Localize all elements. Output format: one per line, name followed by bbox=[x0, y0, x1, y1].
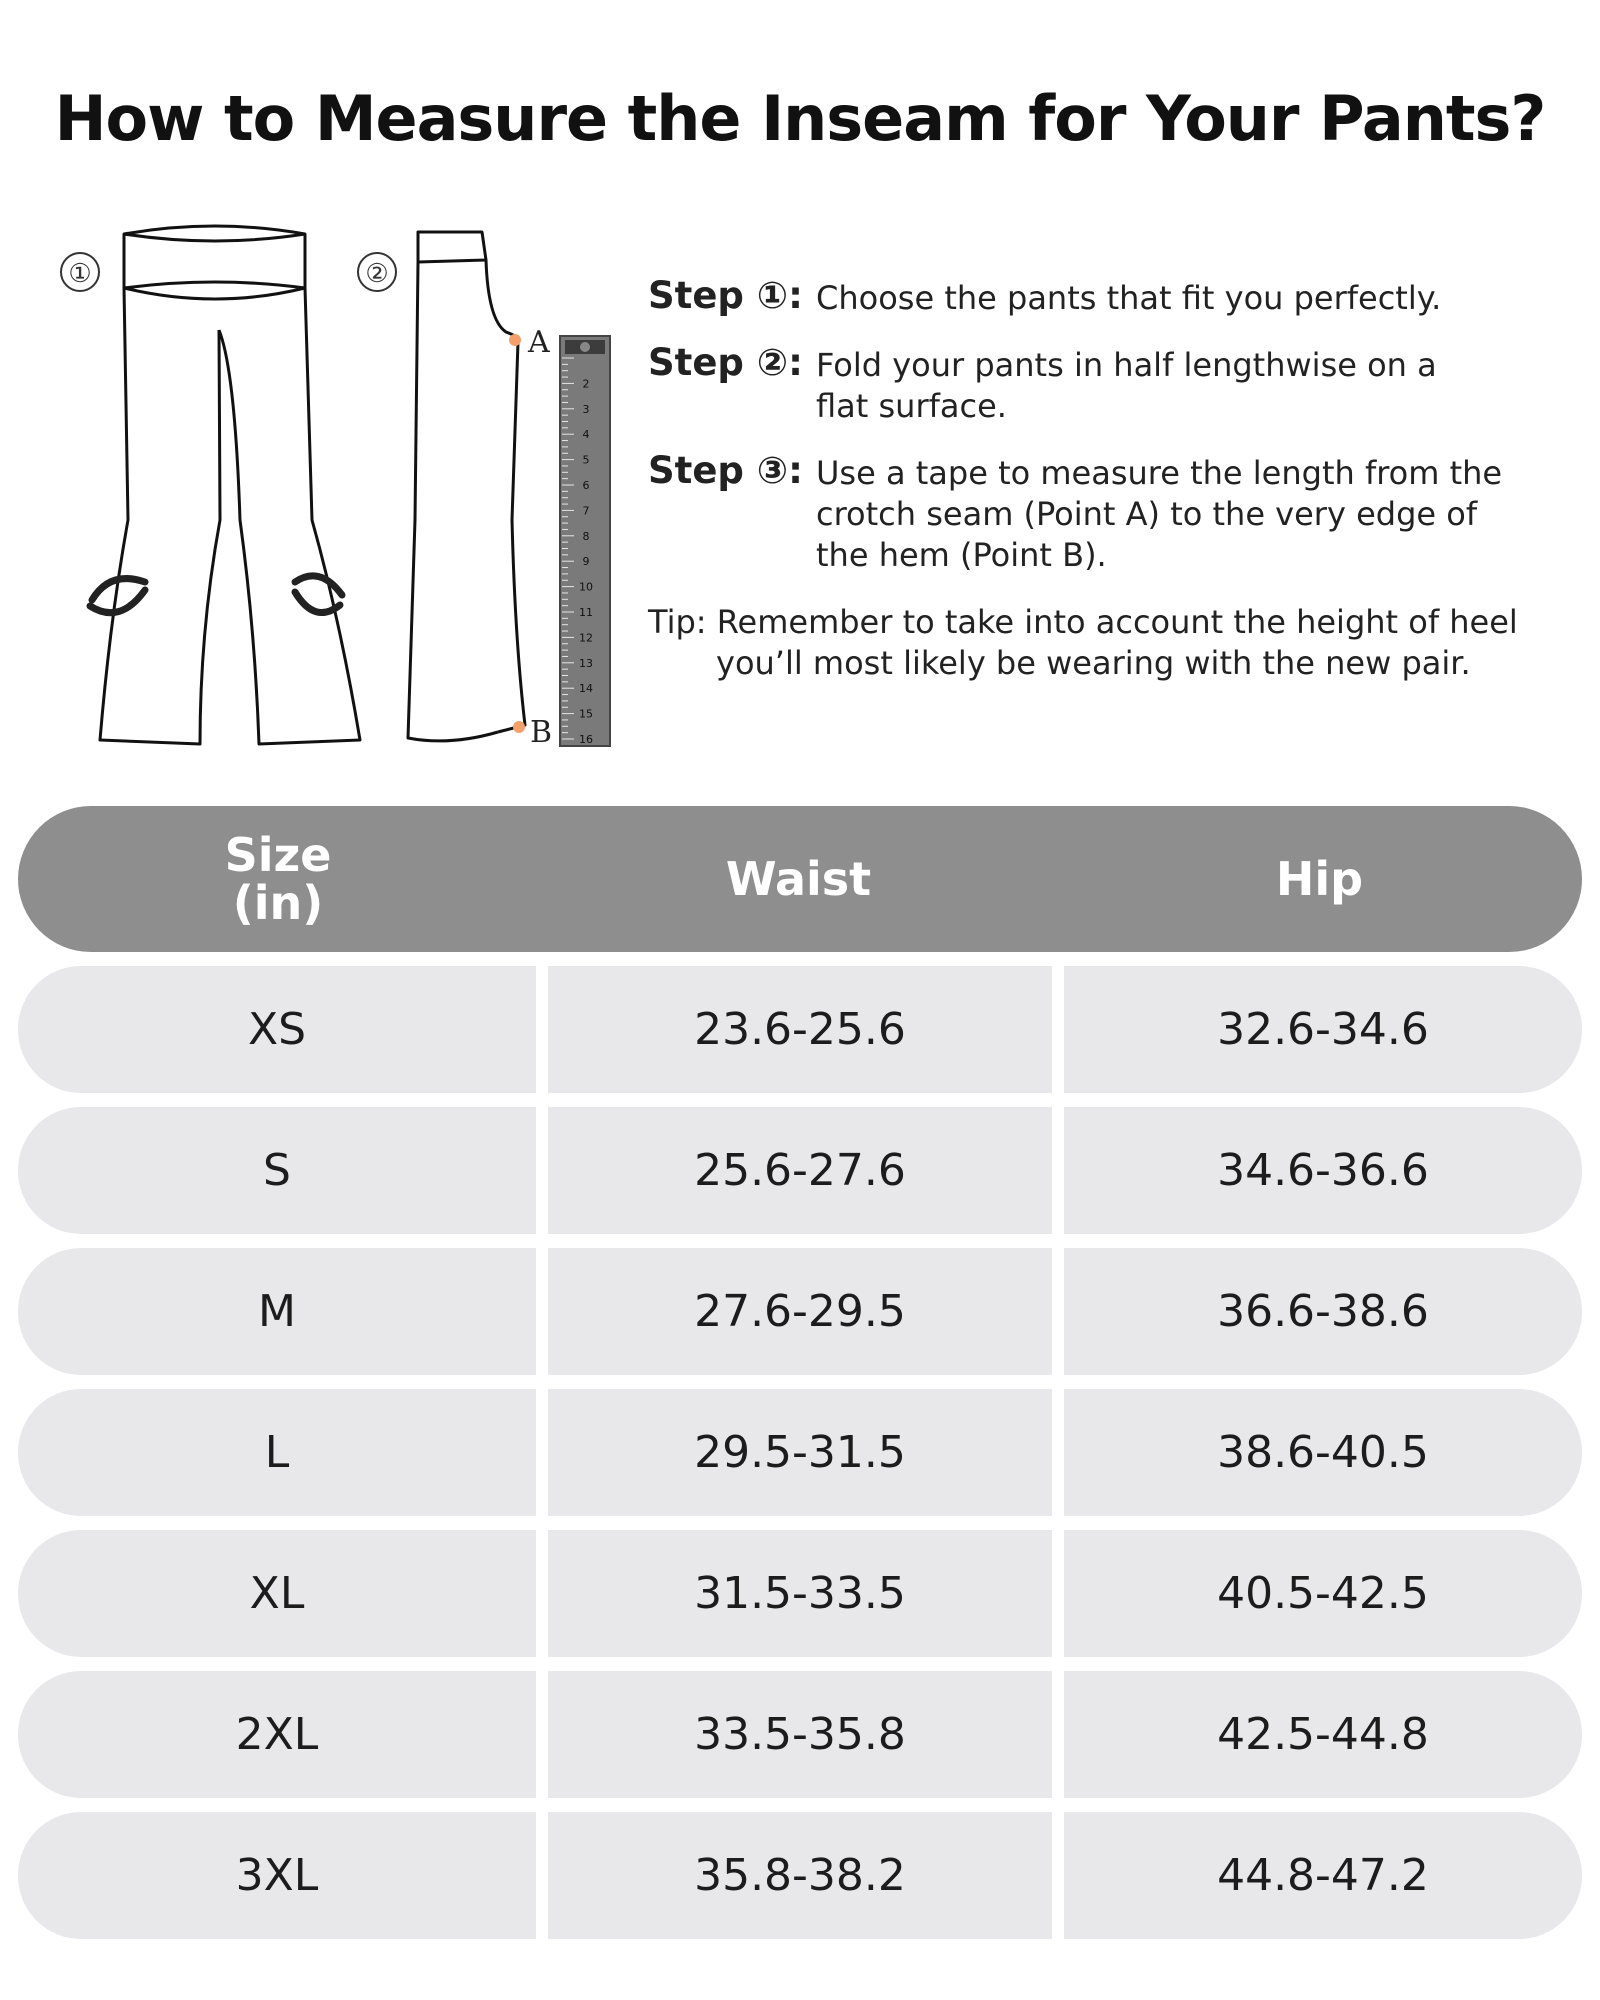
waist-cell: 27.6-29.5 bbox=[548, 1248, 1052, 1375]
step-3-text bbox=[816, 453, 1568, 576]
tape-number: 9 bbox=[582, 555, 590, 569]
point-b-label: B bbox=[530, 715, 553, 750]
hip-cell: 32.6-34.6 bbox=[1064, 966, 1582, 1093]
tape-number: 5 bbox=[582, 453, 590, 467]
size-cell: S bbox=[18, 1107, 536, 1234]
waist-cell: 31.5-33.5 bbox=[548, 1530, 1052, 1657]
hip-cell: 36.6-38.6 bbox=[1064, 1248, 1582, 1375]
hip-cell: 42.5-44.8 bbox=[1064, 1671, 1582, 1798]
waist-cell: 33.5-35.8 bbox=[548, 1671, 1052, 1798]
step-1-marker: ① bbox=[68, 259, 92, 289]
tip-note bbox=[648, 602, 1568, 684]
size-cell: M bbox=[18, 1248, 536, 1375]
hip-cell: 34.6-36.6 bbox=[1064, 1107, 1582, 1234]
header-hip: Hip bbox=[1275, 852, 1364, 906]
table-row bbox=[18, 1248, 1582, 1375]
table-row bbox=[18, 966, 1582, 1093]
tape-number: 2 bbox=[582, 377, 590, 391]
hip-cell: 44.8-47.2 bbox=[1064, 1812, 1582, 1939]
fold-arrow-right-icon bbox=[295, 576, 342, 613]
tape-number: 6 bbox=[582, 479, 590, 492]
hip-cell: 40.5-42.5 bbox=[1064, 1530, 1582, 1657]
size-chart-table bbox=[18, 806, 1582, 1939]
step-3-line-1: Use a tape to measure the length from the bbox=[816, 454, 1503, 492]
size-cell: XS bbox=[18, 966, 536, 1093]
header-size-line-2: (in) bbox=[232, 876, 324, 930]
size-cell: L bbox=[18, 1389, 536, 1516]
step-2-marker: ② bbox=[365, 259, 389, 289]
step-2-label: Step ②: bbox=[648, 341, 803, 384]
hip-cell: 38.6-40.5 bbox=[1064, 1389, 1582, 1516]
size-cell: 3XL bbox=[18, 1812, 536, 1939]
table-row bbox=[18, 1107, 1582, 1234]
step-1 bbox=[648, 274, 1568, 319]
point-b-marker bbox=[513, 721, 525, 733]
inseam-illustration bbox=[50, 220, 640, 760]
pants-front-drawing bbox=[100, 226, 360, 744]
tape-number: 8 bbox=[582, 529, 590, 543]
tape-number: 15 bbox=[579, 707, 593, 721]
tape-number: 10 bbox=[579, 580, 593, 594]
waist-cell: 35.8-38.2 bbox=[548, 1812, 1052, 1939]
step-2-line-2: flat surface. bbox=[816, 387, 1007, 425]
table-row bbox=[18, 1530, 1582, 1657]
table-row bbox=[18, 1812, 1582, 1939]
step-1-label: Step ①: bbox=[648, 274, 803, 317]
step-3-line-2: crotch seam (Point A) to the very edge of bbox=[816, 495, 1478, 533]
size-cell: XL bbox=[18, 1530, 536, 1657]
header-size-line-1: Size bbox=[224, 828, 332, 882]
table-header bbox=[18, 806, 1582, 952]
step-2 bbox=[648, 341, 1568, 427]
measuring-tape-icon bbox=[560, 336, 610, 746]
tape-number: 16 bbox=[579, 733, 593, 746]
waist-cell: 29.5-31.5 bbox=[548, 1389, 1052, 1516]
tape-number: 11 bbox=[579, 606, 593, 619]
waist-cell: 25.6-27.6 bbox=[548, 1107, 1052, 1234]
step-3-label: Step ③: bbox=[648, 449, 803, 492]
tape-number: 7 bbox=[582, 504, 590, 518]
tape-number: 13 bbox=[579, 656, 593, 670]
steps-section bbox=[648, 274, 1568, 684]
tape-number: 12 bbox=[579, 631, 593, 645]
step-3 bbox=[648, 449, 1568, 576]
step-1-line-1: Choose the pants that fit you perfectly. bbox=[816, 279, 1442, 317]
header-size bbox=[18, 828, 538, 930]
tape-number: 14 bbox=[579, 682, 593, 696]
point-a-label: A bbox=[528, 325, 550, 360]
tip-line-1: Tip: Remember to take into account the height of heel bbox=[648, 603, 1518, 641]
header-waist: Waist bbox=[725, 852, 872, 906]
tape-number: 4 bbox=[582, 428, 590, 442]
tip-line-2: you’ll most likely be wearing with the new pair. bbox=[716, 644, 1471, 682]
point-a-marker bbox=[509, 334, 521, 346]
table-row bbox=[18, 1671, 1582, 1798]
tape-number: 3 bbox=[582, 402, 590, 416]
page-title: How to Measure the Inseam for Your Pants? bbox=[54, 82, 1546, 155]
pants-side-drawing bbox=[408, 232, 525, 741]
step-2-text bbox=[816, 345, 1568, 427]
step-3-line-3: the hem (Point B). bbox=[816, 536, 1107, 574]
step-1-text bbox=[816, 278, 1568, 319]
waist-cell: 23.6-25.6 bbox=[548, 966, 1052, 1093]
size-cell: 2XL bbox=[18, 1671, 536, 1798]
table-row bbox=[18, 1389, 1582, 1516]
step-2-line-1: Fold your pants in half lengthwise on a bbox=[816, 346, 1437, 384]
